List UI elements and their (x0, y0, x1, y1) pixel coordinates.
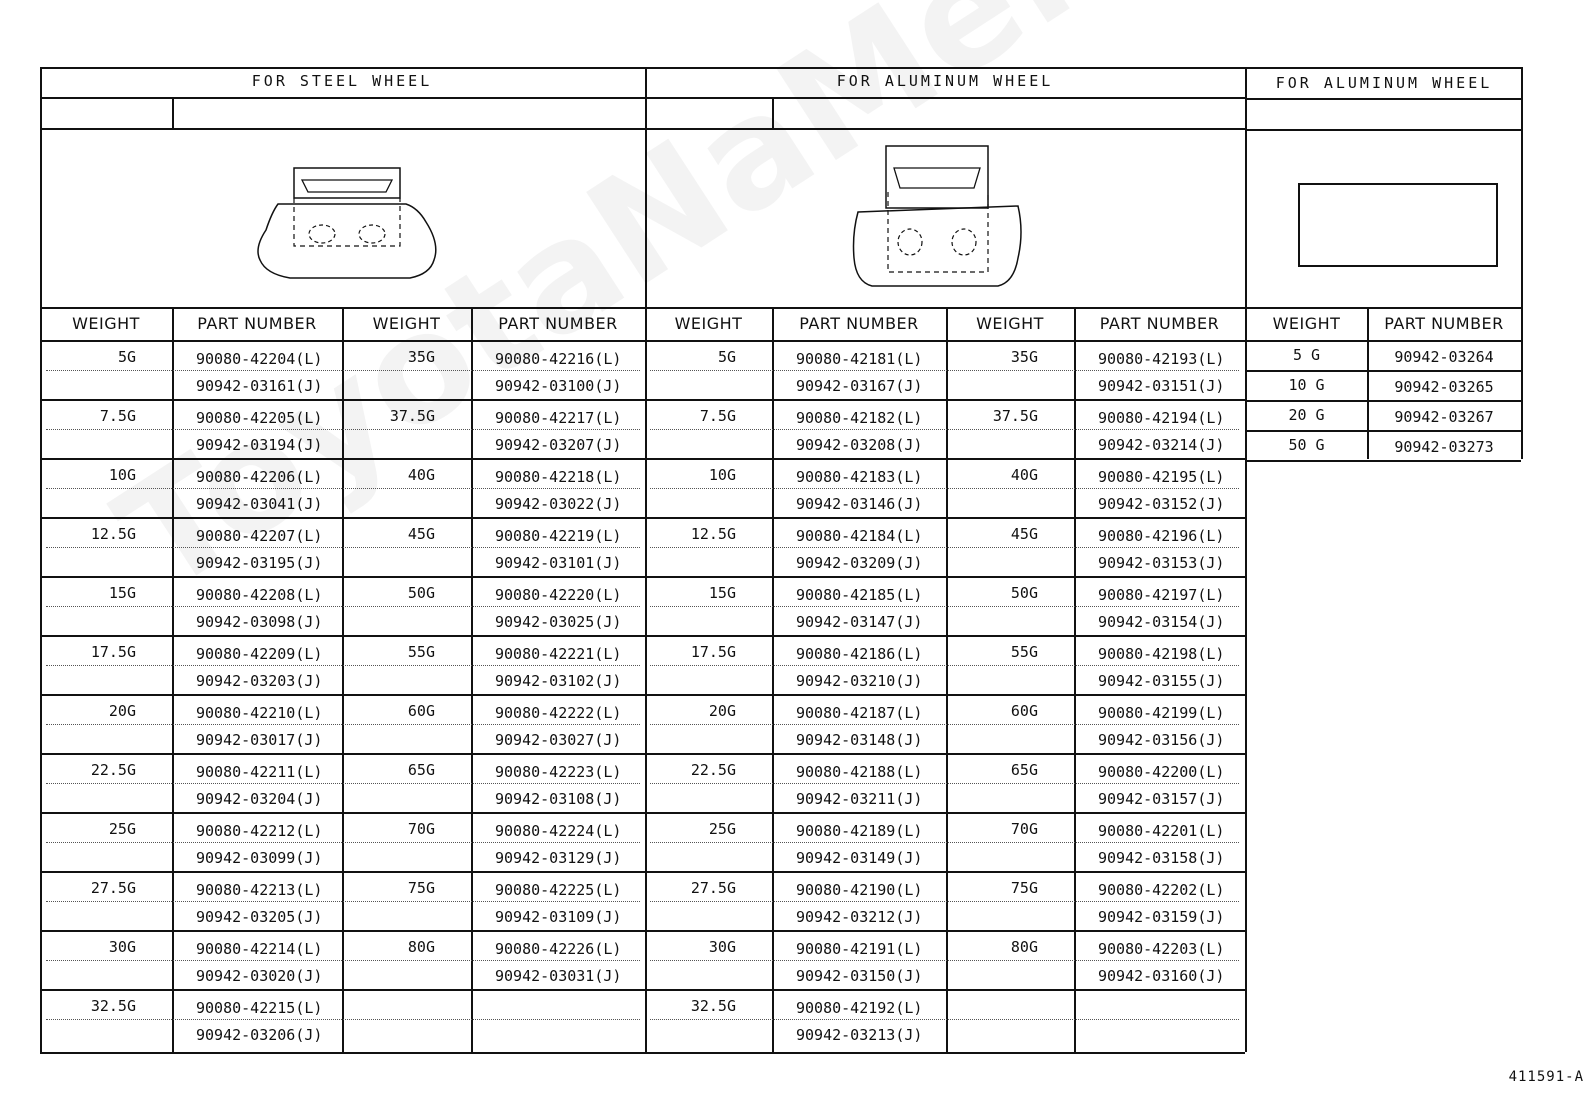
steel-row-part-l: 90080-42204(L) (196, 350, 323, 368)
aluminum-row-part-l: 90080-42193(L) (1098, 350, 1225, 368)
row-divider (650, 724, 1239, 725)
steel-row-weight: 27.5G (90, 879, 136, 897)
tape-part-number: 90942-03264 (1394, 348, 1494, 366)
steel-row-weight: 50G (407, 584, 435, 602)
aluminum-row-weight: 70G (1010, 820, 1038, 838)
steel-row-part-j: 90942-03102(J) (495, 672, 622, 690)
aluminum-row-part-l: 90080-42184(L) (796, 527, 923, 545)
steel-row-part-l: 90080-42225(L) (495, 881, 622, 899)
row-divider (650, 960, 1239, 961)
row-divider (46, 665, 640, 666)
aluminum-wheel-header: FOR ALUMINUM WHEEL (836, 72, 1054, 90)
aluminum-row-part-l: 90080-42181(L) (796, 350, 923, 368)
steel-row-part-l: 90080-42213(L) (196, 881, 323, 899)
steel-row-weight: 15G (108, 584, 136, 602)
aluminum-row-weight: 15G (708, 584, 736, 602)
grid-line (1246, 307, 1521, 309)
steel-row-part-j: 90942-03203(J) (196, 672, 323, 690)
grid-line (40, 399, 1245, 401)
grid-line (40, 635, 1245, 637)
grid-line (40, 871, 1245, 873)
tape-weight: 20 G (1288, 406, 1325, 424)
steel-row-weight: 60G (407, 702, 435, 720)
aluminum-row-part-j: 90942-03160(J) (1098, 967, 1225, 985)
grid-line (1246, 430, 1521, 432)
tape-weight-header: WEIGHT (1272, 314, 1341, 333)
steel-row-part-j: 90942-03109(J) (495, 908, 622, 926)
grid-line (40, 458, 1245, 460)
aluminum-row-weight: 25G (708, 820, 736, 838)
steel-row-part-l: 90080-42223(L) (495, 763, 622, 781)
aluminum-row-part-j: 90942-03157(J) (1098, 790, 1225, 808)
grid-line (1246, 400, 1521, 402)
aluminum-row-part-l: 90080-42195(L) (1098, 468, 1225, 486)
grid-line (40, 930, 1245, 932)
aluminum-row-part-j: 90942-03210(J) (796, 672, 923, 690)
grid-line (471, 307, 473, 1052)
aluminum-row-part-l: 90080-42197(L) (1098, 586, 1225, 604)
steel-part-number-header: PART NUMBER (197, 314, 317, 333)
aluminum-row-weight: 27.5G (690, 879, 736, 897)
aluminum-row-weight: 17.5G (690, 643, 736, 661)
row-divider (46, 429, 640, 430)
steel-part-number-header-2: PART NUMBER (498, 314, 618, 333)
steel-row-part-j: 90942-03195(J) (196, 554, 323, 572)
row-divider (46, 960, 640, 961)
aluminum-row-weight: 20G (708, 702, 736, 720)
aluminum-row-part-j: 90942-03214(J) (1098, 436, 1225, 454)
row-divider (650, 665, 1239, 666)
aluminum-row-weight: 40G (1010, 466, 1038, 484)
steel-row-part-l: 90080-42215(L) (196, 999, 323, 1017)
aluminum-row-weight: 37.5G (992, 407, 1038, 425)
steel-row-part-j: 90942-03194(J) (196, 436, 323, 454)
grid-line (1245, 67, 1247, 1052)
row-divider (650, 901, 1239, 902)
tape-weight: 5 G (1292, 346, 1321, 364)
aluminum-row-part-l: 90080-42188(L) (796, 763, 923, 781)
aluminum-row-part-j: 90942-03158(J) (1098, 849, 1225, 867)
steel-row-weight: 7.5G (99, 407, 136, 425)
aluminum-row-weight: 32.5G (690, 997, 736, 1015)
grid-line (40, 97, 1245, 99)
aluminum-row-part-l: 90080-42198(L) (1098, 645, 1225, 663)
aluminum-row-part-j: 90942-03155(J) (1098, 672, 1225, 690)
aluminum-row-part-l: 90080-42192(L) (796, 999, 923, 1017)
steel-row-weight: 55G (407, 643, 435, 661)
steel-row-weight: 32.5G (90, 997, 136, 1015)
aluminum-part-number-header-2: PART NUMBER (1099, 314, 1220, 333)
steel-row-weight: 75G (407, 879, 435, 897)
steel-wheel-header: FOR STEEL WHEEL (251, 72, 433, 90)
grid-line (1246, 67, 1521, 69)
steel-weight-header-2: WEIGHT (372, 314, 441, 333)
tape-part-number: 90942-03267 (1394, 408, 1494, 426)
steel-row-weight: 20G (108, 702, 136, 720)
steel-row-part-j: 90942-03041(J) (196, 495, 323, 513)
grid-line (772, 307, 774, 1052)
row-divider (46, 547, 640, 548)
steel-wheel-weight-illustration (250, 160, 450, 285)
aluminum-row-part-l: 90080-42194(L) (1098, 409, 1225, 427)
row-divider (46, 606, 640, 607)
aluminum-row-part-l: 90080-42182(L) (796, 409, 923, 427)
steel-row-part-l: 90080-42222(L) (495, 704, 622, 722)
steel-row-part-j: 90942-03204(J) (196, 790, 323, 808)
steel-row-part-j: 90942-03205(J) (196, 908, 323, 926)
aluminum-row-part-j: 90942-03213(J) (796, 1026, 923, 1044)
tape-weight-illustration (1298, 183, 1498, 267)
aluminum-row-weight: 80G (1010, 938, 1038, 956)
aluminum-wheel-header-2: FOR ALUMINUM WHEEL (1275, 74, 1493, 92)
steel-row-part-l: 90080-42208(L) (196, 586, 323, 604)
aluminum-wheel-weight-illustration (848, 142, 1028, 292)
steel-row-weight: 10G (108, 466, 136, 484)
grid-line (40, 1052, 1245, 1054)
steel-row-part-l: 90080-42205(L) (196, 409, 323, 427)
figure-code: 411591-A (1508, 1069, 1584, 1085)
grid-line (1246, 129, 1521, 131)
steel-row-weight: 5G (117, 348, 136, 366)
aluminum-row-part-j: 90942-03150(J) (796, 967, 923, 985)
steel-row-part-j: 90942-03098(J) (196, 613, 323, 631)
aluminum-row-part-j: 90942-03153(J) (1098, 554, 1225, 572)
tape-weight: 10 G (1288, 376, 1325, 394)
aluminum-row-weight: 22.5G (690, 761, 736, 779)
aluminum-row-weight: 35G (1010, 348, 1038, 366)
aluminum-row-weight: 75G (1010, 879, 1038, 897)
steel-row-weight: 80G (407, 938, 435, 956)
row-divider (650, 842, 1239, 843)
aluminum-weight-header-2: WEIGHT (976, 314, 1044, 333)
aluminum-row-part-j: 90942-03209(J) (796, 554, 923, 572)
grid-line (1521, 67, 1523, 459)
aluminum-part-number-header: PART NUMBER (799, 314, 919, 333)
tape-part-number: 90942-03265 (1394, 378, 1494, 396)
row-divider (650, 606, 1239, 607)
steel-row-part-j: 90942-03022(J) (495, 495, 622, 513)
aluminum-row-part-j: 90942-03208(J) (796, 436, 923, 454)
aluminum-row-part-l: 90080-42202(L) (1098, 881, 1225, 899)
aluminum-row-part-j: 90942-03148(J) (796, 731, 923, 749)
steel-row-weight: 45G (407, 525, 435, 543)
grid-line (772, 97, 774, 128)
steel-row-weight: 70G (407, 820, 435, 838)
grid-line (172, 307, 174, 1052)
steel-row-part-l: 90080-42206(L) (196, 468, 323, 486)
aluminum-row-part-l: 90080-42200(L) (1098, 763, 1225, 781)
grid-line (40, 517, 1245, 519)
grid-line (40, 128, 1245, 130)
steel-row-weight: 40G (407, 466, 435, 484)
aluminum-row-part-j: 90942-03159(J) (1098, 908, 1225, 926)
row-divider (46, 783, 640, 784)
grid-line (645, 67, 647, 1052)
aluminum-row-weight: 45G (1010, 525, 1038, 543)
aluminum-row-part-j: 90942-03151(J) (1098, 377, 1225, 395)
row-divider (46, 901, 640, 902)
steel-row-part-l: 90080-42224(L) (495, 822, 622, 840)
steel-row-part-j: 90942-03129(J) (495, 849, 622, 867)
grid-line (40, 812, 1245, 814)
steel-row-part-j: 90942-03101(J) (495, 554, 622, 572)
tape-part-number-header: PART NUMBER (1384, 314, 1504, 333)
aluminum-row-part-j: 90942-03212(J) (796, 908, 923, 926)
steel-row-part-l: 90080-42220(L) (495, 586, 622, 604)
grid-line (40, 989, 1245, 991)
grid-line (1246, 460, 1521, 462)
grid-line (1074, 307, 1076, 1052)
grid-line (40, 753, 1245, 755)
aluminum-row-part-l: 90080-42183(L) (796, 468, 923, 486)
tape-weight: 50 G (1288, 436, 1325, 454)
row-divider (650, 488, 1239, 489)
steel-row-part-j: 90942-03207(J) (495, 436, 622, 454)
grid-line (40, 694, 1245, 696)
grid-line (1246, 98, 1521, 100)
steel-row-part-l: 90080-42219(L) (495, 527, 622, 545)
steel-row-part-l: 90080-42226(L) (495, 940, 622, 958)
steel-row-part-j: 90942-03017(J) (196, 731, 323, 749)
aluminum-row-weight: 10G (708, 466, 736, 484)
steel-row-part-j: 90942-03020(J) (196, 967, 323, 985)
steel-row-part-l: 90080-42221(L) (495, 645, 622, 663)
aluminum-row-part-j: 90942-03211(J) (796, 790, 923, 808)
aluminum-row-part-l: 90080-42201(L) (1098, 822, 1225, 840)
aluminum-row-weight: 7.5G (699, 407, 736, 425)
grid-line (1246, 340, 1521, 342)
grid-line (40, 340, 1245, 342)
steel-row-part-l: 90080-42211(L) (196, 763, 323, 781)
steel-row-part-j: 90942-03099(J) (196, 849, 323, 867)
aluminum-row-weight: 12.5G (690, 525, 736, 543)
aluminum-row-part-j: 90942-03154(J) (1098, 613, 1225, 631)
steel-row-part-l: 90080-42217(L) (495, 409, 622, 427)
steel-weight-header: WEIGHT (72, 314, 140, 333)
aluminum-row-weight: 65G (1010, 761, 1038, 779)
aluminum-row-part-l: 90080-42185(L) (796, 586, 923, 604)
steel-row-part-l: 90080-42210(L) (196, 704, 323, 722)
row-divider (650, 783, 1239, 784)
steel-row-weight: 12.5G (90, 525, 136, 543)
aluminum-row-part-j: 90942-03152(J) (1098, 495, 1225, 513)
steel-row-part-j: 90942-03206(J) (196, 1026, 323, 1044)
aluminum-row-part-l: 90080-42203(L) (1098, 940, 1225, 958)
aluminum-row-weight: 55G (1010, 643, 1038, 661)
steel-row-weight: 22.5G (90, 761, 136, 779)
row-divider (46, 1019, 640, 1020)
grid-line (40, 307, 1245, 309)
aluminum-row-part-l: 90080-42187(L) (796, 704, 923, 722)
aluminum-row-part-l: 90080-42199(L) (1098, 704, 1225, 722)
aluminum-row-part-l: 90080-42190(L) (796, 881, 923, 899)
aluminum-row-weight: 50G (1010, 584, 1038, 602)
grid-line (40, 67, 1245, 69)
steel-row-part-j: 90942-03025(J) (495, 613, 622, 631)
grid-line (40, 67, 42, 1052)
aluminum-row-weight: 5G (717, 348, 736, 366)
aluminum-row-weight: 30G (708, 938, 736, 956)
aluminum-row-part-j: 90942-03147(J) (796, 613, 923, 631)
steel-row-part-j: 90942-03161(J) (196, 377, 323, 395)
row-divider (46, 488, 640, 489)
steel-row-part-j: 90942-03108(J) (495, 790, 622, 808)
aluminum-row-part-l: 90080-42196(L) (1098, 527, 1225, 545)
steel-row-part-j: 90942-03100(J) (495, 377, 622, 395)
row-divider (46, 370, 640, 371)
aluminum-row-part-l: 90080-42189(L) (796, 822, 923, 840)
steel-row-weight: 25G (108, 820, 136, 838)
steel-row-part-l: 90080-42214(L) (196, 940, 323, 958)
aluminum-row-part-j: 90942-03156(J) (1098, 731, 1225, 749)
steel-row-weight: 35G (407, 348, 435, 366)
row-divider (46, 842, 640, 843)
steel-row-weight: 37.5G (389, 407, 435, 425)
aluminum-row-part-l: 90080-42191(L) (796, 940, 923, 958)
grid-line (172, 97, 174, 128)
steel-row-weight: 17.5G (90, 643, 136, 661)
steel-row-weight: 30G (108, 938, 136, 956)
grid-line (40, 576, 1245, 578)
steel-row-part-j: 90942-03031(J) (495, 967, 622, 985)
row-divider (46, 724, 640, 725)
steel-row-weight: 65G (407, 761, 435, 779)
steel-row-part-l: 90080-42212(L) (196, 822, 323, 840)
aluminum-row-part-j: 90942-03149(J) (796, 849, 923, 867)
aluminum-row-part-j: 90942-03167(J) (796, 377, 923, 395)
aluminum-row-part-l: 90080-42186(L) (796, 645, 923, 663)
steel-row-part-j: 90942-03027(J) (495, 731, 622, 749)
row-divider (650, 370, 1239, 371)
steel-row-part-l: 90080-42218(L) (495, 468, 622, 486)
row-divider (650, 1019, 1239, 1020)
steel-row-part-l: 90080-42209(L) (196, 645, 323, 663)
steel-row-part-l: 90080-42216(L) (495, 350, 622, 368)
row-divider (650, 429, 1239, 430)
aluminum-row-weight: 60G (1010, 702, 1038, 720)
steel-row-part-l: 90080-42207(L) (196, 527, 323, 545)
grid-line (1246, 370, 1521, 372)
aluminum-weight-header: WEIGHT (674, 314, 743, 333)
row-divider (650, 547, 1239, 548)
aluminum-row-part-j: 90942-03146(J) (796, 495, 923, 513)
tape-part-number: 90942-03273 (1394, 438, 1494, 456)
